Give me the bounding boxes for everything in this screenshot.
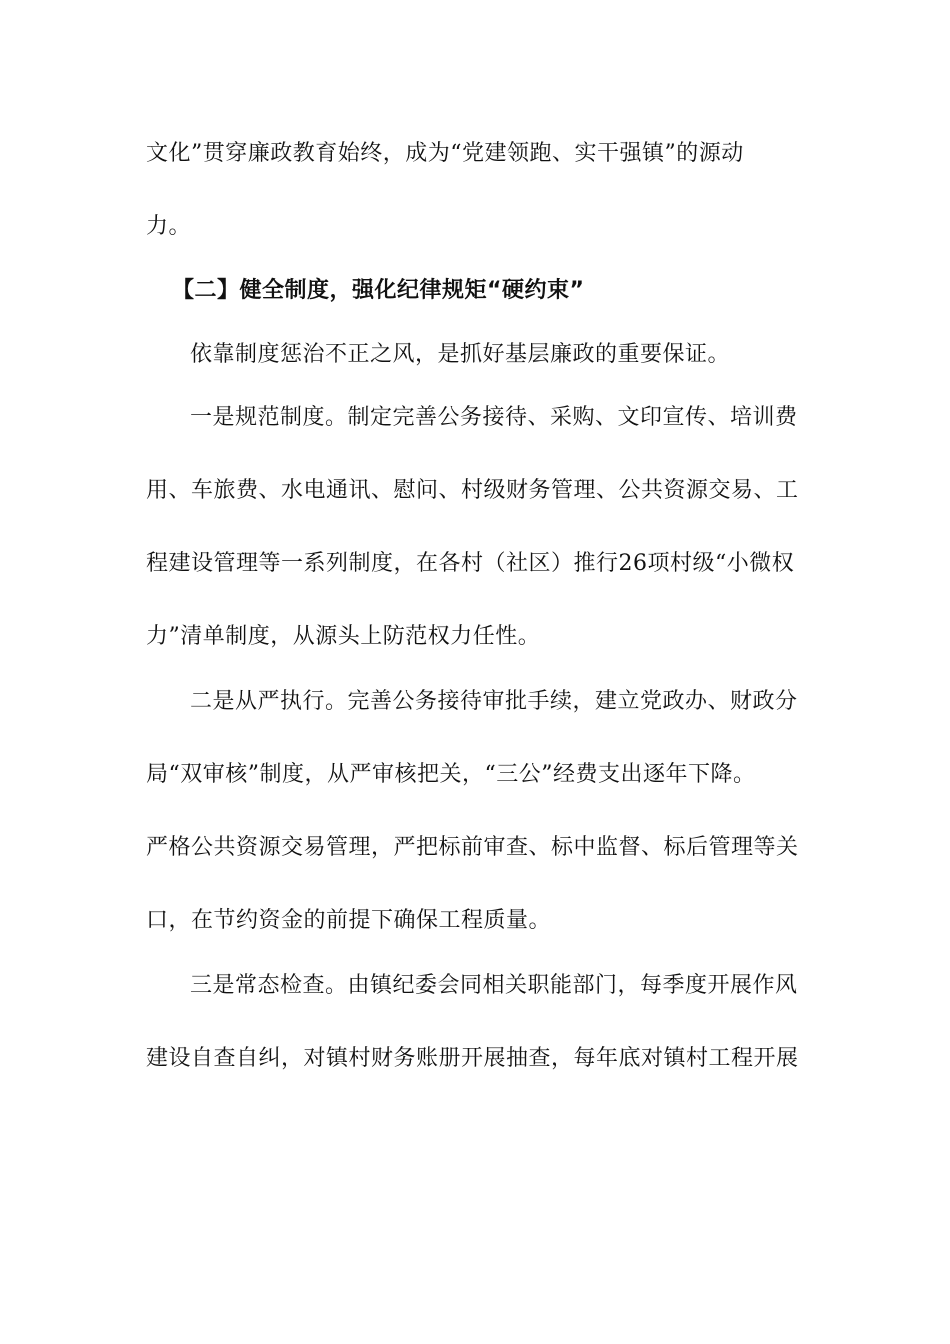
paragraph-line: 建设自查自纠，对镇村财务账册开展抽查，每年底对镇村工程开展 [146, 1046, 799, 1071]
paragraph-line: 力”清单制度，从源头上防范权力任性。 [146, 624, 541, 649]
paragraph-line: 严格公共资源交易管理，严把标前审查、标中监督、标后管理等关 [146, 835, 799, 860]
paragraph-line: 力。 [146, 214, 192, 239]
paragraph-line: 口，在节约资金的前提下确保工程质量。 [146, 908, 552, 933]
paragraph-line: 用、车旅费、水电通讯、慰问、村级财务管理、公共资源交易、工 [146, 478, 799, 503]
paragraph-line: 二是从严执行。完善公务接待审批手续，建立党政办、财政分 [190, 689, 798, 714]
paragraph-line: 程建设管理等一系列制度，在各村（社区）推行26项村级“小微权 [146, 551, 795, 576]
section-heading: 【二】健全制度，强化纪律规矩“硬约束” [172, 278, 585, 303]
paragraph-line: 三是常态检查。由镇纪委会同相关职能部门，每季度开展作风 [190, 973, 798, 998]
paragraph-line: 一是规范制度。制定完善公务接待、采购、文印宣传、培训费 [190, 405, 798, 430]
paragraph-line: 依靠制度惩治不正之风，是抓好基层廉政的重要保证。 [190, 342, 731, 367]
paragraph-line: 文化”贯穿廉政教育始终，成为“党建领跑、实干强镇”的源动 [146, 141, 744, 166]
paragraph-line: 局“双审核”制度，从严审核把关，“三公”经费支出逐年下降。 [146, 762, 756, 787]
